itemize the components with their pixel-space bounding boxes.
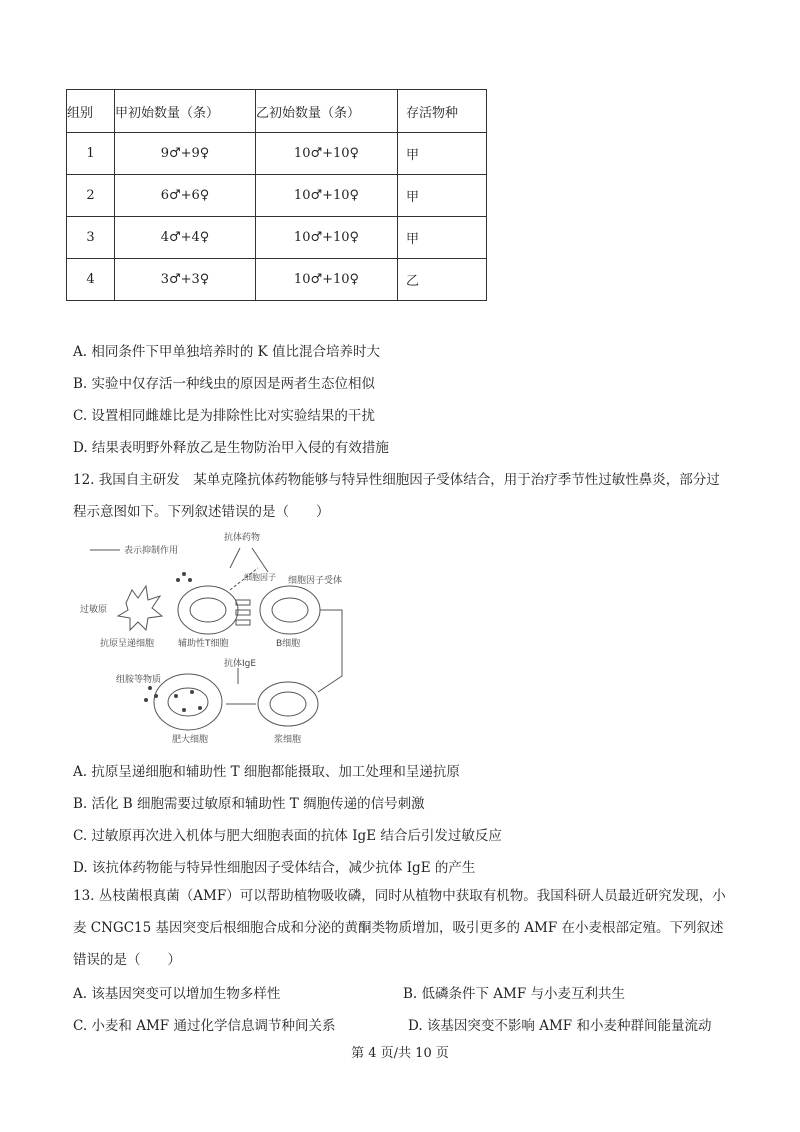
table-cell: 10♂+10♀ [256,259,398,301]
table-header-cell: 乙初始数量（条） [256,90,398,133]
table-cell: 甲 [398,175,487,217]
q12-stem: 12. 我国自主研发 某单克隆抗体药物能够与特异性细胞因子受体结合，用于治疗季节性过敏性鼻炎，部分过程示意图如下。下列叙述错误的是（ ） [73,472,720,520]
table-cell: 10♂+10♀ [256,133,398,175]
th-label: 辅助性T细胞 [178,639,229,649]
q11-option-d: D. 结果表明野外释放乙是生物防治甲入侵的有效措施 [73,440,389,456]
cytokine-label: 细胞因子 [244,573,276,582]
bcell-label: B细胞 [276,639,301,649]
table-header-row [67,90,487,133]
table-row [67,217,487,259]
q12-option-a: A. 抗原呈递细胞和辅助性 T 细胞都能摄取、加工处理和呈递抗原 [73,764,460,780]
receptor-label: 细胞因子受体 [288,576,343,586]
cytokine-dot [182,572,186,576]
legend-label: 表示抑制作用 [124,546,179,556]
plasma-cell-nucleus [270,692,306,716]
table-header-cell: 甲初始数量（条） [115,90,256,133]
table-cell: 4 [67,259,115,301]
table-cell: 1 [67,133,115,175]
q12-option-b: B. 活化 B 细胞需要过敏原和辅助性 T 绸胞传递的信号刺激 [73,796,425,812]
granule-dot [174,694,178,698]
q11-option-a: A. 相同条件下甲单独培养时的 K 值比混合培养时大 [73,344,380,360]
table-cell: 2 [67,175,115,217]
table-cell: 3♂+3♀ [115,259,256,301]
ige-label: 抗体IgE [224,659,257,669]
table-cell: 3 [67,217,115,259]
th-cell-outer [178,586,238,634]
q12-option-c: C. 过敏原再次进入机体与肥大细胞表面的抗体 IgE 结合后引发过敏反应 [73,828,502,844]
table-cell: 10♂+10♀ [256,175,398,217]
mast-cell-outer [154,674,222,730]
table-row [67,133,487,175]
q12-option-d: D. 该抗体药物能与特异性细胞因子受体结合，减少抗体 IgE 的产生 [73,860,476,876]
table-row [67,175,487,217]
drug-label: 抗体药物 [224,533,261,543]
th-cell-nucleus [190,598,226,622]
table-cell: 10♂+10♀ [256,217,398,259]
table-header-cell: 组别 [67,90,115,133]
drug-arrow-left [230,548,240,568]
synapse-bar [236,600,250,605]
immune-diagram [80,528,360,748]
data-table [66,89,487,301]
apc-label: 抗原呈递细胞 [100,639,155,649]
drug-arrow-right [252,548,268,572]
synapse-bar [236,620,250,625]
cytokine-dot [176,578,180,582]
q11-option-b: B. 实验中仅存活一种线虫的原因是两者生态位相似 [73,376,376,392]
b-cell-outer [260,586,320,634]
q13-stem: 13. 丛枝菌根真菌（AMF）可以帮助植物吸收磷，同时从植物中获取有机物。我国科研人员最近研究发现，小麦 CNGC15 基因突变后根细胞合成和分泌的黄酮类物质增加，吸引更多的 AMF 在小麦根部定殖。下列叙述错误的是（ ） [73,888,726,968]
q13-option-b: B. 低磷条件下 AMF 与小麦互利共生 [403,986,626,1002]
b-cell-nucleus [272,598,308,622]
granule-dot [198,706,202,710]
allergen-label: 过敏原 [80,605,108,615]
histamine-dot [144,698,148,702]
granule-dot [182,708,186,712]
table-cell: 甲 [398,133,487,175]
q11-option-c: C. 设置相同雌雄比是为排除性比对实验结果的干扰 [73,408,375,424]
histamine-dot [154,694,158,698]
table-cell: 乙 [398,259,487,301]
plasma-cell-outer [258,682,318,726]
b-to-plasma-arrow [318,610,342,692]
table-cell: 甲 [398,217,487,259]
plasma-label: 浆细胞 [274,735,302,745]
table-cell: 9♂+9♀ [115,133,256,175]
histamine-label: 组胺等物质 [116,675,162,685]
histamine-dot [148,686,152,690]
table-header-cell: 存活物种 [398,90,487,133]
table-row [67,259,487,301]
q13-option-d: D. 该基因突变不影响 AMF 和小麦种群间能量流动 [408,1018,712,1034]
q13-option-c: C. 小麦和 AMF 通过化学信息调节种间关系 [73,1018,336,1034]
mast-cell-nucleus [168,688,208,716]
page-footer: 第 4 页/共 10 页 [351,1046,449,1061]
granule-dot [190,690,194,694]
apc-cell-shape [118,586,162,630]
mast-label: 肥大细胞 [172,735,209,745]
table-cell: 6♂+6♀ [115,175,256,217]
cytokine-dot [188,578,192,582]
q13-option-a: A. 该基因突变可以增加生物多样性 [73,986,281,1002]
table-cell: 4♂+4♀ [115,217,256,259]
